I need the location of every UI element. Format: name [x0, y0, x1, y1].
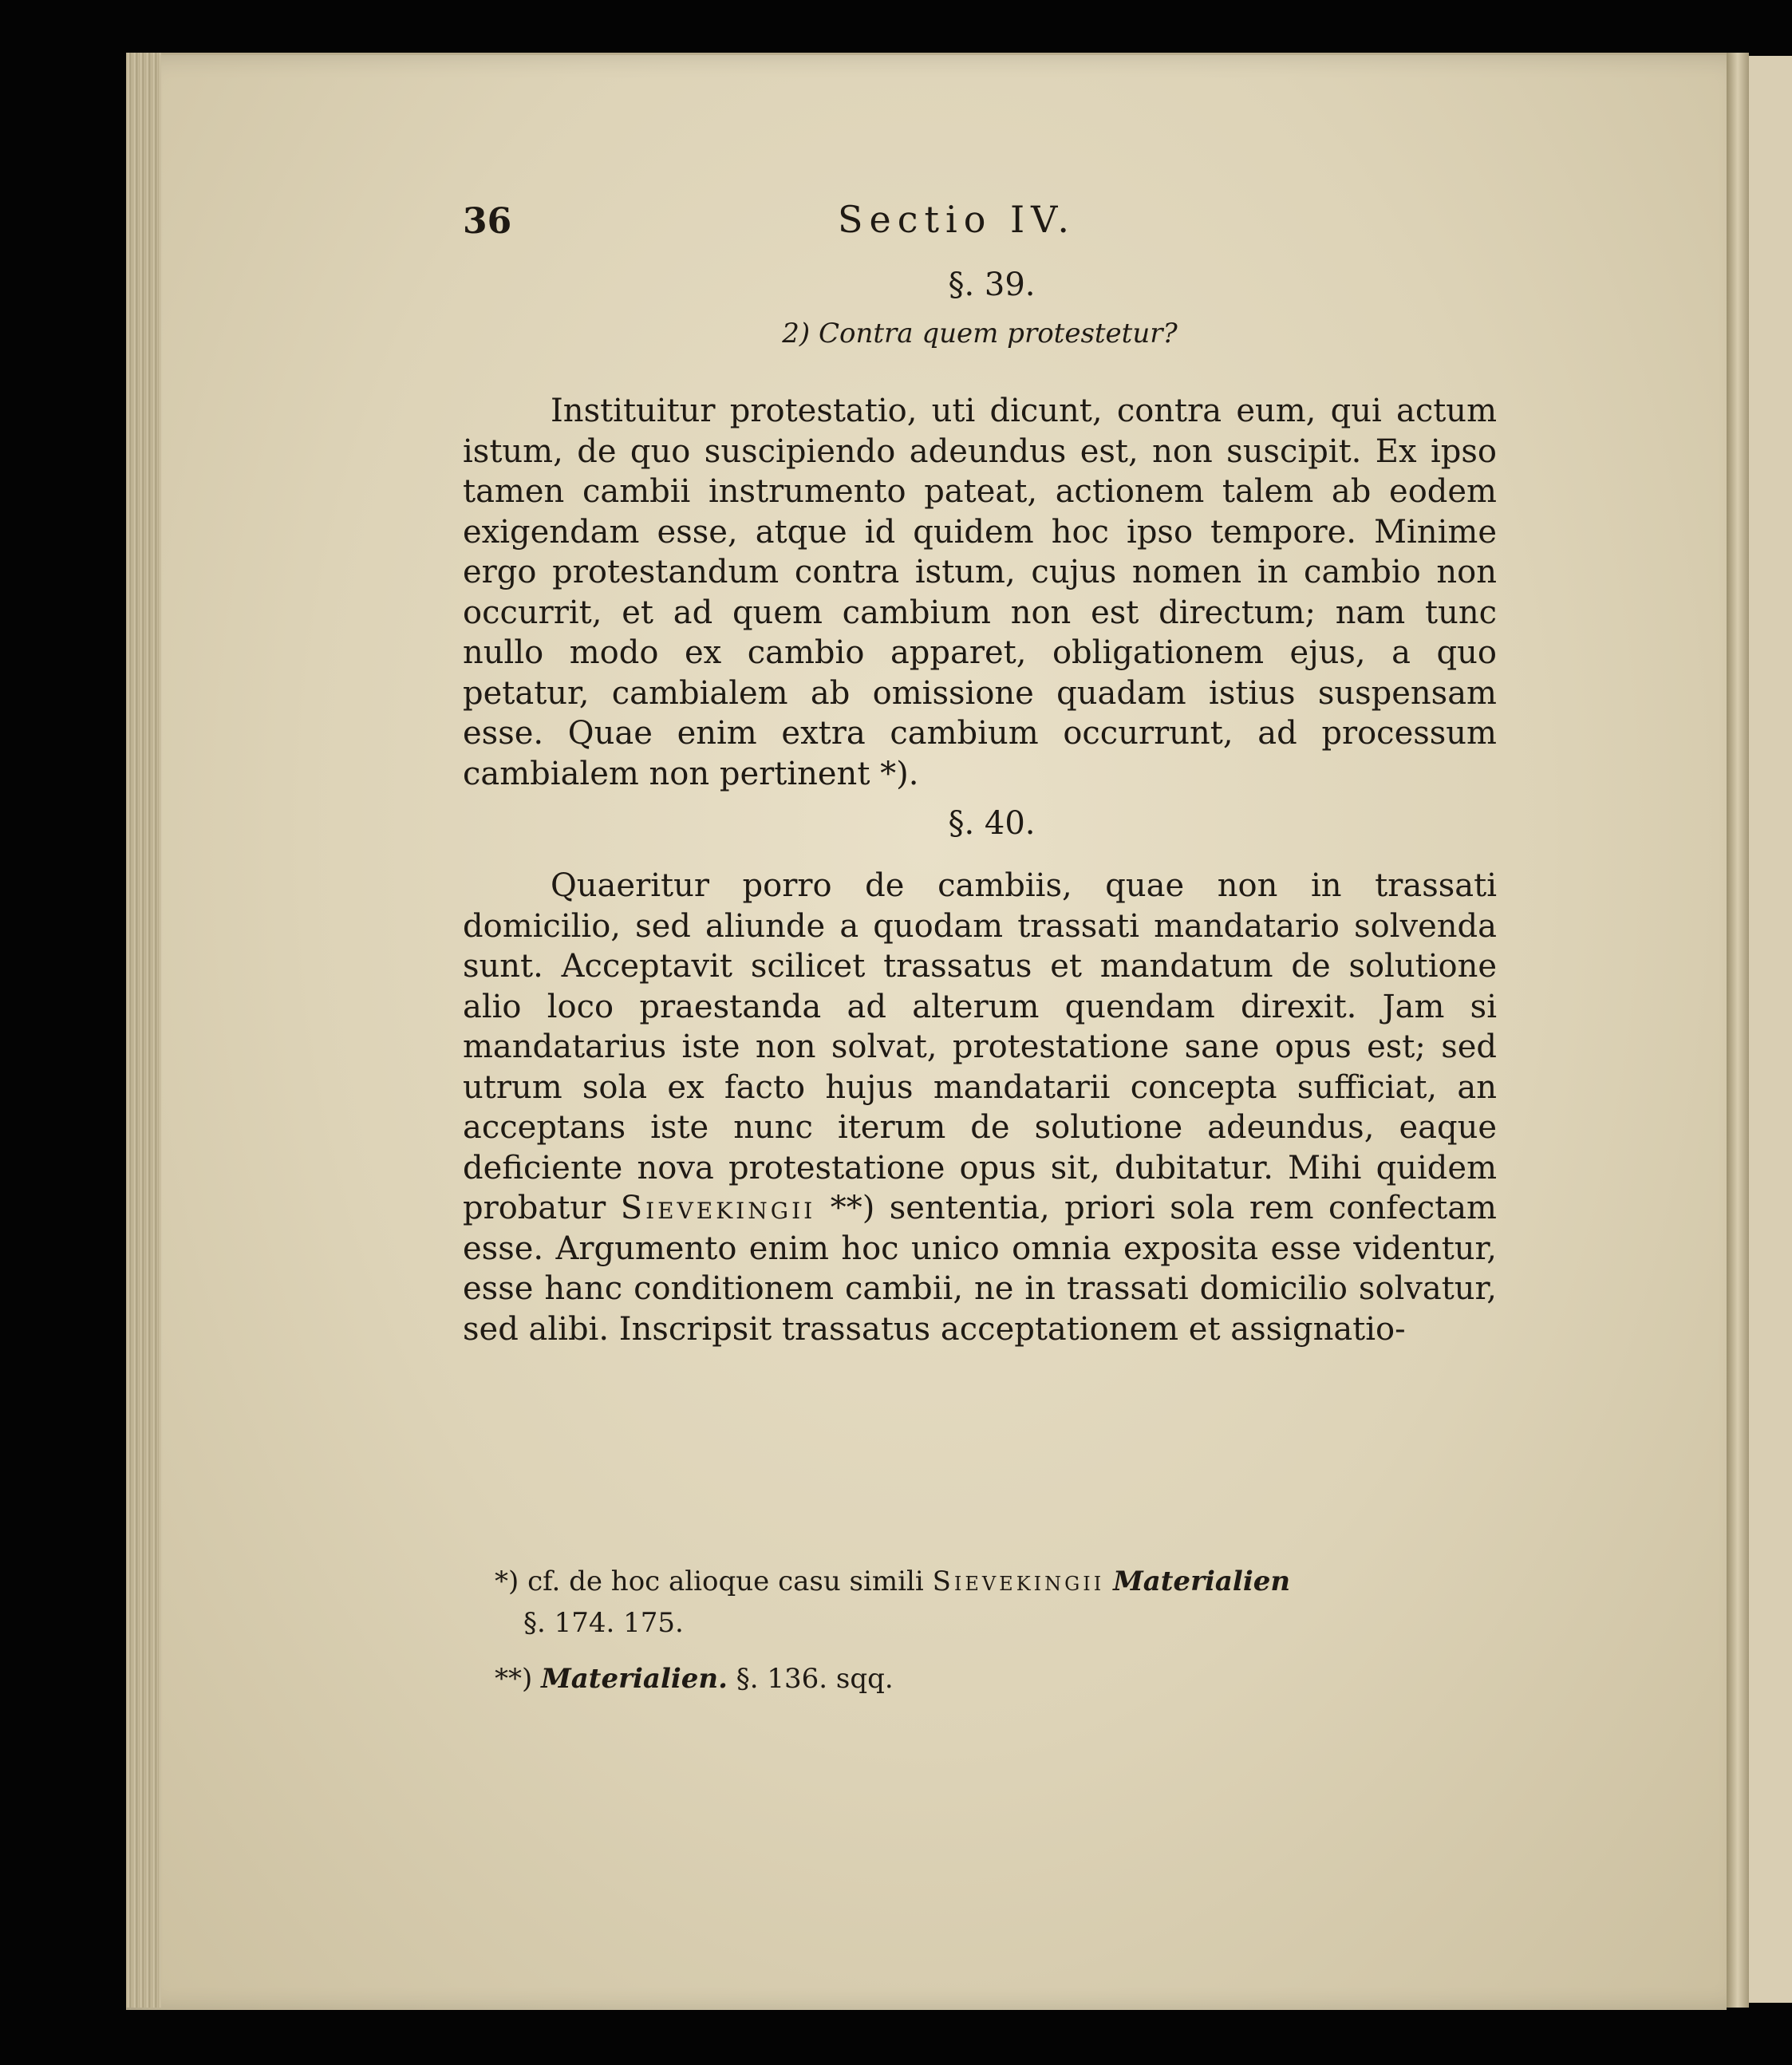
section-40-text-b: **) sententia, priori sola rem confectam esse. Argumento enim hoc unico omnia exposita esse videntur, esse hanc conditionem cambii, ne in trassati domicilio solvatur, sed alibi. Inscripsit trassatus acceptationem et assignatio- — [463, 1190, 1497, 1348]
section-39-subhead: 2) Contra quem protestetur? — [782, 318, 1178, 349]
footnote-2-title: Materialien. — [541, 1663, 728, 1695]
footnote-2-marker: **) — [495, 1663, 533, 1695]
footnote-1-name: Sievekingii — [932, 1566, 1105, 1597]
footnote-1-text: *) cf. de hoc alioque casu simili — [495, 1566, 924, 1597]
footnote-1-ref: §. 174. 175. — [523, 1607, 684, 1639]
footnote-1-title: Materialien — [1113, 1566, 1291, 1597]
page-text — [463, 190, 1497, 1349]
page-edges — [126, 53, 161, 2008]
section-39-text: Instituitur protestatio, uti dicunt, contra eum, qui actum istum, de quo suscipiendo adeundus est, non suscipit. Ex ipso tamen cambii instrumento pateat, actionem talem ab eodem exigendam esse, atque id quidem hoc ipso tempore. Minime ergo protestandum contra istum, cujus nomen in cambio non occurrit, et ad quem cambium non est directum; nam tunc nullo modo ex cambio apparet, obligationem ejus, a quo petatur, cambialem ab omissione quadam istius suspensam esse. Quae enim extra cambium occurrunt, ad processum cambialem non pertinent *). — [463, 393, 1497, 792]
footnote-2 — [495, 1658, 1492, 1700]
running-head — [463, 190, 1497, 262]
section-39-mark: §. 39. — [948, 267, 1036, 303]
footnote-2-ref: §. 136. sqq. — [736, 1663, 894, 1695]
book-gutter — [1727, 53, 1749, 2008]
section-40-text-a: Quaeritur porro de cambiis, quae non in trassati domicilio, sed aliunde a quodam trassati mandatario solvenda sunt. Acceptavit scilicet trassatus et mandatum de solutione alio loco praestanda ad alterum quendam direxit. Jam si mandatarius iste non solvat, protestatione sane opus est; sed utrum sola ex facto hujus mandatarii concepta sufficiat, an acceptans iste nunc iterum de solutione adeundus, eaque deficiente nova protestatione opus sit, dubitatur. Mihi quidem probatur — [463, 867, 1497, 1226]
running-title: Sectio IV. — [838, 198, 1076, 241]
footnote-1 — [495, 1561, 1492, 1644]
section-39-paragraph — [463, 391, 1497, 794]
author-name-sievekingii: Sievekingii — [620, 1190, 816, 1226]
facing-page-edge — [1749, 56, 1792, 2003]
section-40-mark: §. 40. — [948, 805, 1036, 842]
page-number: 36 — [463, 201, 512, 242]
footnotes — [495, 1561, 1492, 1714]
section-40-paragraph — [463, 866, 1497, 1349]
